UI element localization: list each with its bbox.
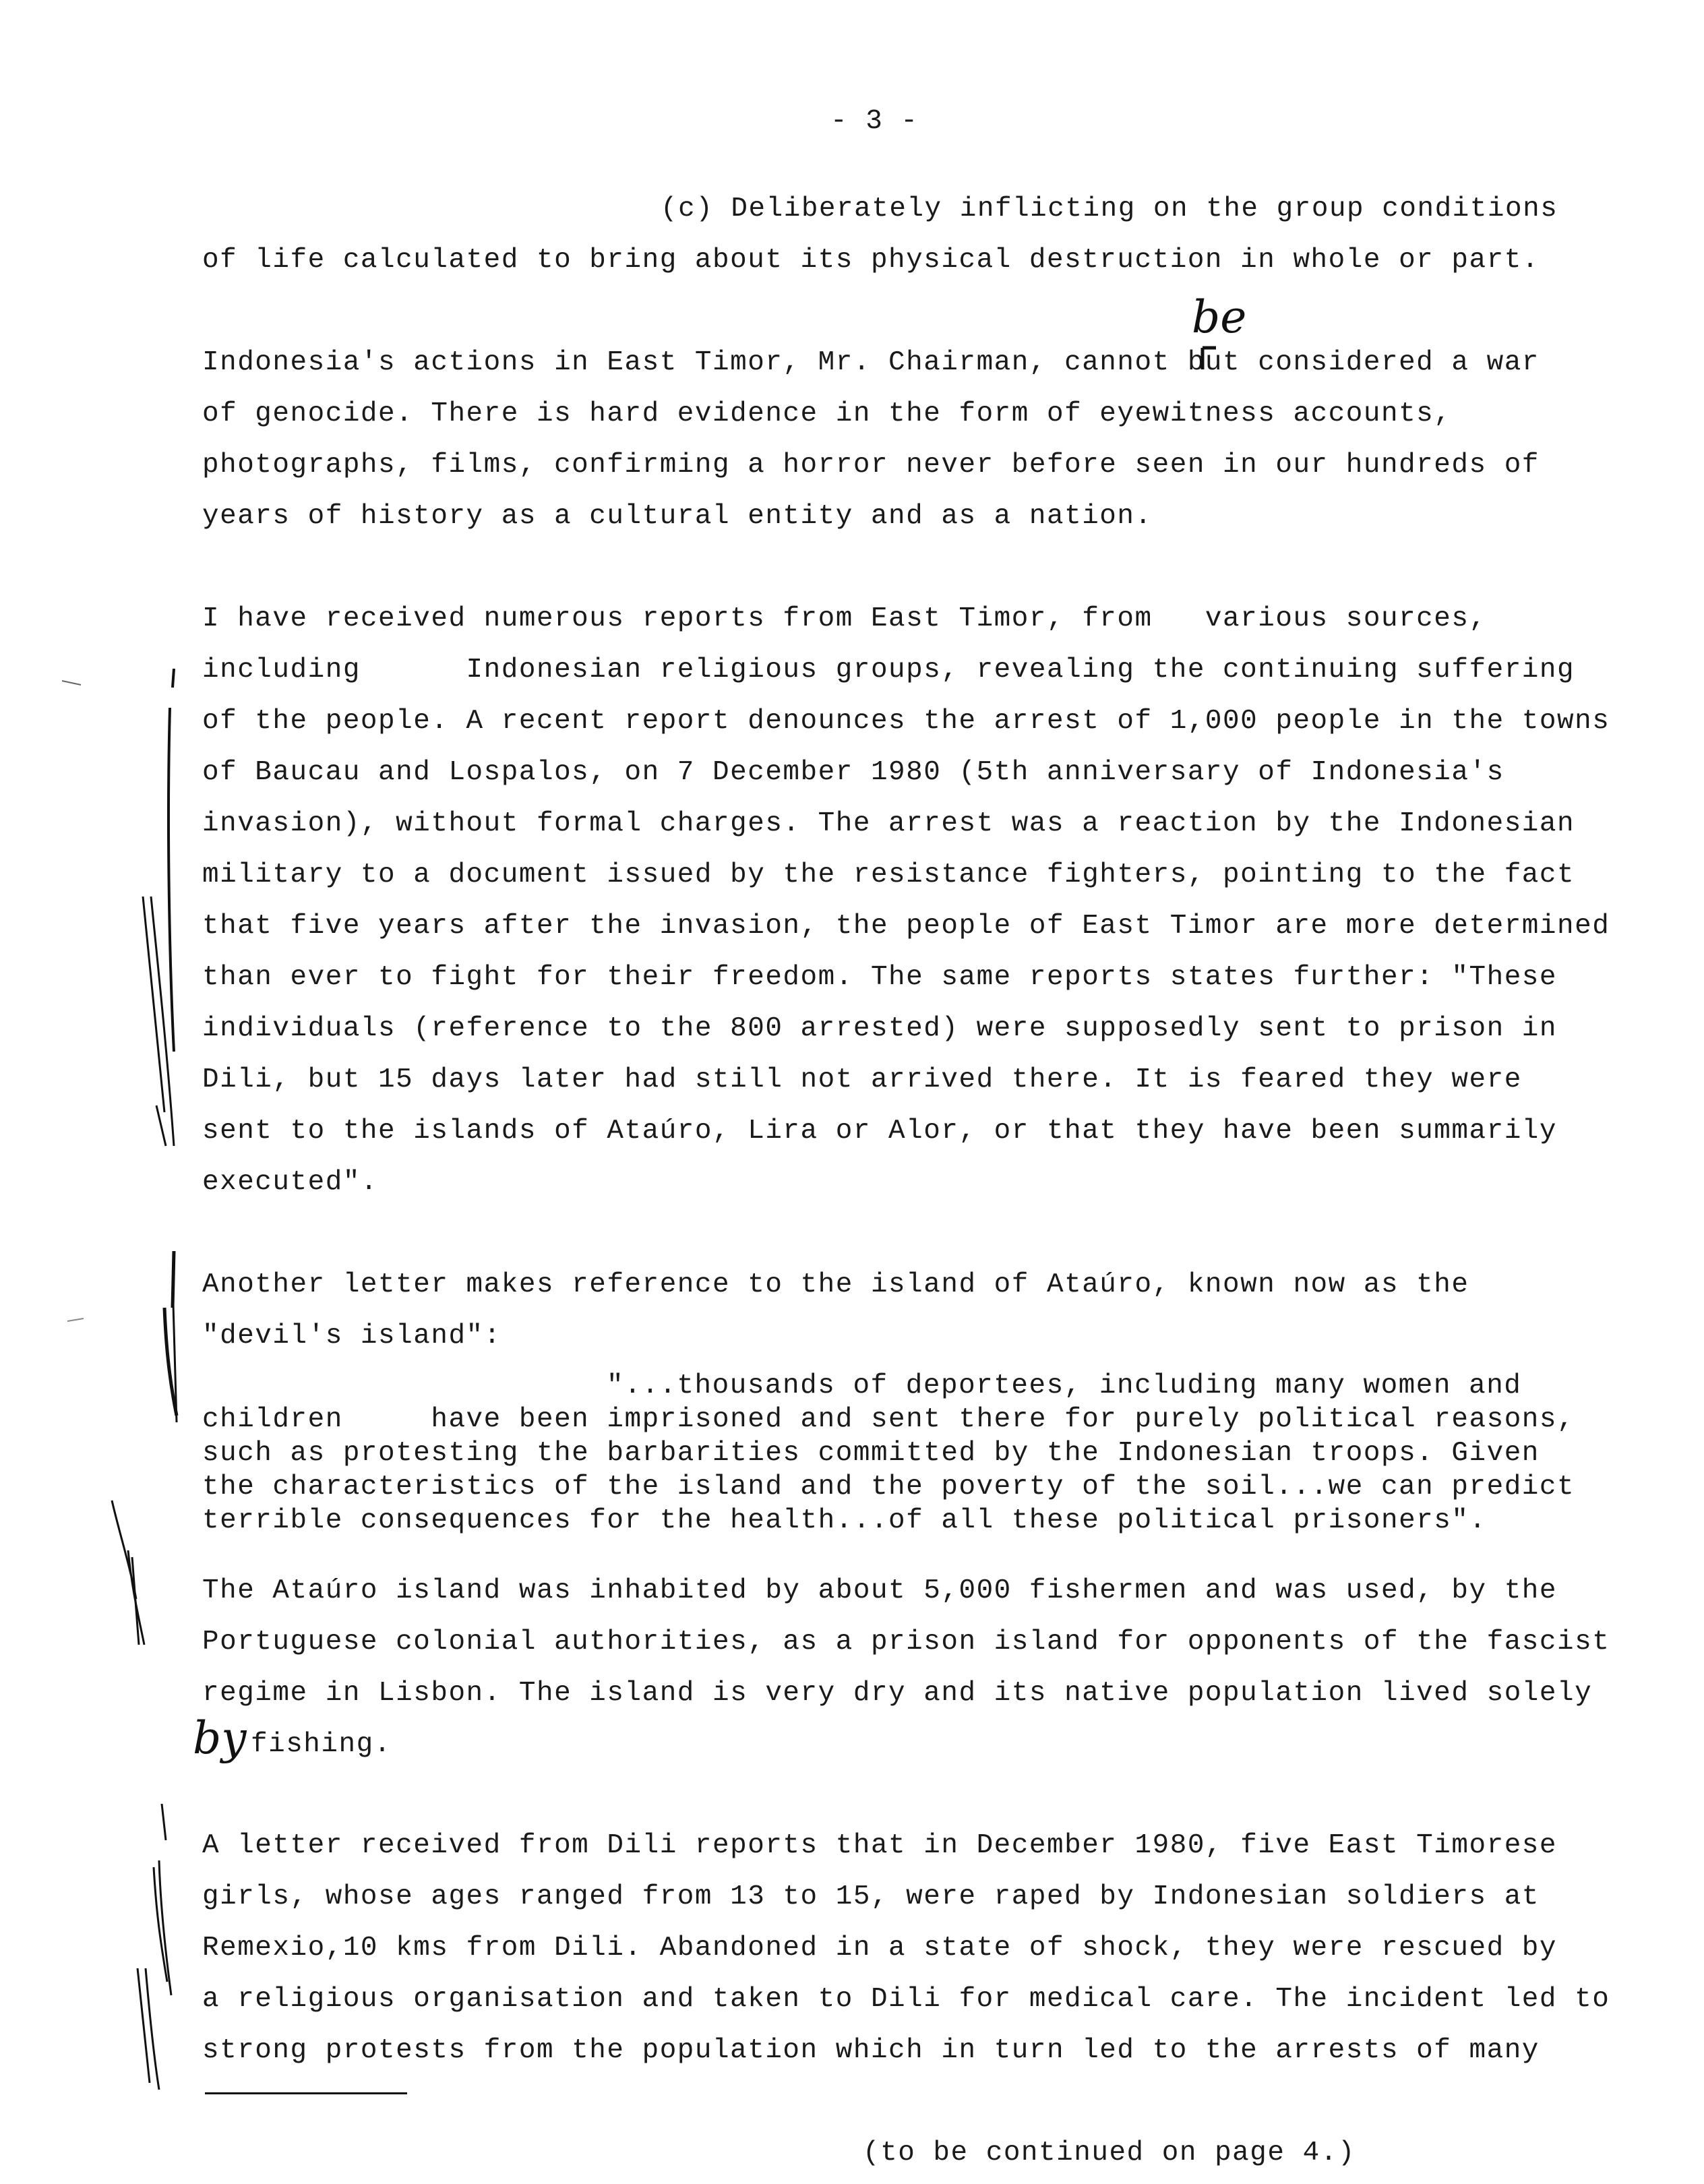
- quote-line: such as protesting the barbarities committed by the Indonesian troops. Given: [202, 1438, 1540, 1469]
- text-line: Remexio,10 kms from Dili. Abandoned in a state of shock, they were rescued by: [202, 1933, 1558, 1964]
- text-line: years of history as a cultural entity and as a nation.: [202, 501, 1153, 532]
- handwritten-insertion-be: be: [1192, 291, 1247, 343]
- page-number: - 3 -: [830, 106, 919, 137]
- text-line: military to a document issued by the resistance fighters, pointing to the fact: [202, 859, 1575, 890]
- quote-line: "...thousands of deportees, including many women and: [607, 1370, 1522, 1401]
- text-line: Portuguese colonial authorities, as a prison island for opponents of the fascist: [202, 1627, 1610, 1658]
- continuation-note: (to be continued on page 4.): [863, 2137, 1356, 2168]
- text-line: than ever to fight for their freedom. The same reports states further: "These: [202, 962, 1558, 993]
- text-line: Dili, but 15 days later had still not arrived there. It is feared they were: [202, 1064, 1522, 1095]
- text-line: of the people. A recent report denounces the arrest of 1,000 people in the towns: [202, 706, 1610, 737]
- text-line: regime in Lisbon. The island is very dry and its native population lived solely: [202, 1678, 1593, 1709]
- text-line: "devil's island":: [202, 1321, 501, 1352]
- quote-line: terrible consequences for the health...of all these political prisoners".: [202, 1505, 1487, 1536]
- text-line: Another letter makes reference to the island of Ataúro, known now as the: [202, 1269, 1469, 1300]
- margin-double-line-mark: [138, 1968, 159, 2090]
- text-line: of Baucau and Lospalos, on 7 December 1980 (5th anniversary of Indonesia's: [202, 757, 1504, 788]
- text-line: sent to the islands of Ataúro, Lira or Alor, or that they have been summarily: [202, 1116, 1558, 1147]
- quote-line: the characteristics of the island and the poverty of the soil...we can predict: [202, 1472, 1575, 1503]
- text-line: a religious organisation and taken to Dili for medical care. The incident led to: [202, 1984, 1610, 2015]
- margin-double-line-mark: [112, 1500, 144, 1645]
- text-line: The Ataúro island was inhabited by about 5,000 fishermen and was used, by the: [202, 1575, 1558, 1606]
- text-line: that five years after the invasion, the people of East Timor are more determined: [202, 911, 1610, 942]
- text-line: including Indonesian religious groups, revealing the continuing suffering: [202, 655, 1575, 686]
- footnote-rule: [205, 2092, 407, 2094]
- quote-line: children have been imprisoned and sent there for purely political reasons,: [202, 1404, 1575, 1435]
- margin-bracket-mark: [169, 669, 174, 1052]
- margin-bracket-mark: [154, 1804, 167, 1982]
- text-line: girls, whose ages ranged from 13 to 15, were raped by Indonesian soldiers at: [202, 1881, 1540, 1912]
- text-line: A letter received from Dili reports that in December 1980, five East Timorese: [202, 1830, 1558, 1861]
- handwritten-insertion-by: by: [193, 1712, 247, 1764]
- text-line: executed".: [202, 1167, 379, 1198]
- text-line: of life calculated to bring about its physical destruction in whole or part.: [202, 245, 1540, 276]
- margin-bracket-mark: [164, 1251, 177, 1416]
- text-line: of genocide. There is hard evidence in the form of eyewitness accounts,: [202, 398, 1452, 429]
- text-line: Indonesia's actions in East Timor, Mr. Chairman, cannot but considered a war: [202, 347, 1540, 378]
- text-line: fishing.: [251, 1729, 392, 1760]
- text-line: (c) Deliberately inflicting on the group conditions: [661, 193, 1558, 224]
- text-line: invasion), without formal charges. The arrest was a reaction by the Indonesian: [202, 808, 1575, 839]
- text-line: photographs, films, confirming a horror never before seen in our hundreds of: [202, 450, 1540, 481]
- text-line: I have received numerous reports from East Timor, from various sources,: [202, 603, 1487, 634]
- text-line: strong protests from the population which in turn led to the arrests of many: [202, 2035, 1540, 2066]
- text-line: individuals (reference to the 800 arrested) were supposedly sent to prison in: [202, 1013, 1558, 1044]
- margin-double-line-mark: [143, 897, 174, 1146]
